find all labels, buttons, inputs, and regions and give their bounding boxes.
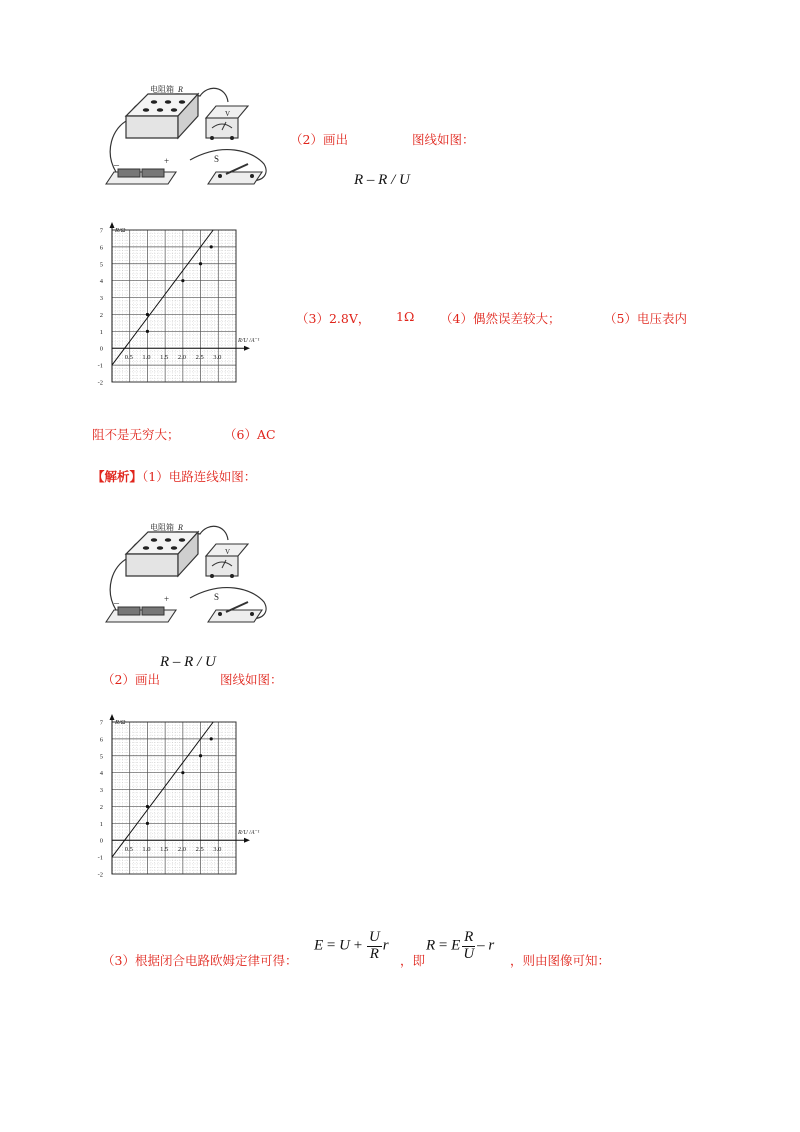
- data-point-1: [146, 822, 149, 825]
- voltmeter-label: V: [225, 548, 231, 556]
- resistance-box-symbol: R: [178, 85, 183, 94]
- resistance-knob-2: [157, 108, 163, 112]
- y-tick-label: 2: [99, 311, 103, 319]
- analysis-part3-text: （3）根据闭合电路欧姆定律可得：: [102, 953, 298, 968]
- x-tick-label: 1.5: [160, 354, 169, 362]
- battery-cell-1: [118, 169, 140, 177]
- switch-terminal-left: [218, 612, 222, 616]
- battery-plus: +: [164, 594, 170, 604]
- resistance-knob-3: [171, 546, 177, 550]
- y-axis-label: R/Ω: [115, 227, 126, 234]
- analysis-header: [92, 467, 256, 485]
- answer-part2-formula: R – R / U: [354, 172, 410, 188]
- x-tick-label: 2.5: [195, 846, 204, 854]
- y-tick-label: -2: [97, 871, 103, 879]
- equation-kirchhoff: [314, 930, 389, 963]
- resistance-box-front: [126, 116, 178, 138]
- y-tick-label: 6: [99, 244, 103, 252]
- switch-label: S: [214, 154, 220, 164]
- analysis-part1: （1）电路连线如图：: [142, 469, 257, 484]
- switch-terminal-right: [250, 612, 254, 616]
- x-tick-label: 3.0: [213, 354, 222, 362]
- switch-label: S: [214, 592, 220, 602]
- voltmeter-terminal-right: [230, 574, 234, 578]
- x-axis-label: R/U /A⁻¹: [238, 830, 260, 837]
- resistance-knob-4: [151, 538, 157, 542]
- eq1-U: U: [339, 937, 350, 954]
- y-tick-label: 5: [99, 753, 103, 761]
- resistance-knob-1: [143, 546, 149, 550]
- answer-part2-suffix: 图线如图：: [412, 132, 475, 147]
- eq1-E: E: [314, 937, 324, 954]
- analysis-part2-formula: R – R / U: [160, 654, 216, 670]
- resistance-box-front: [126, 554, 178, 576]
- y-tick-label: 0: [99, 345, 103, 353]
- switch-terminal-left: [218, 174, 222, 178]
- answer-part5-b: 阻不是无穷大；: [92, 427, 180, 442]
- eq2-fraction: [461, 930, 476, 963]
- resistance-box-label: 电阻箱: [150, 523, 174, 532]
- battery-plus: +: [164, 156, 170, 166]
- circuit-figure-analysis: [102, 518, 272, 630]
- x-tick-label: 3.0: [213, 846, 222, 854]
- x-axis-arrow: [244, 346, 250, 351]
- switch-base: [208, 610, 262, 622]
- resistance-knob-5: [165, 538, 171, 542]
- battery-minus: –: [114, 598, 119, 609]
- data-point-2: [146, 805, 149, 808]
- eq2-equals: =: [438, 937, 448, 954]
- x-axis-arrow: [244, 838, 250, 843]
- switch-terminal-right: [250, 174, 254, 178]
- analysis-part3-join: ，即: [400, 953, 426, 968]
- voltmeter-body: [206, 118, 238, 138]
- analysis-header-label: 【解析】: [92, 469, 143, 484]
- voltmeter-body: [206, 556, 238, 576]
- voltmeter-terminal-left: [210, 574, 214, 578]
- equation-rearranged: [426, 930, 494, 963]
- y-tick-label: -1: [97, 854, 103, 862]
- answer-part4: （4）偶然误差较大；: [440, 311, 561, 326]
- y-tick-label: 2: [99, 803, 103, 811]
- resistance-knob-3: [171, 108, 177, 112]
- x-tick-label: 0.5: [124, 354, 133, 362]
- answer-part3-values: （3）2.8V，: [296, 311, 371, 326]
- circuit-figure-top: [102, 80, 272, 192]
- resistance-knob-1: [143, 108, 149, 112]
- eq2-minus: –: [477, 937, 485, 954]
- x-tick-label: 1.0: [142, 846, 151, 854]
- y-tick-label: 7: [99, 719, 103, 727]
- data-point-3: [181, 279, 184, 282]
- y-axis-label: R/Ω: [115, 719, 126, 726]
- answer-part5-a: （5）电压表内: [604, 311, 687, 326]
- x-tick-label: 2.0: [177, 846, 186, 854]
- y-axis-arrow: [110, 714, 115, 720]
- y-tick-label: 4: [99, 770, 103, 778]
- battery-base: [106, 172, 176, 184]
- x-tick-label: 1.5: [160, 846, 169, 854]
- resistance-box-symbol: R: [178, 523, 183, 532]
- eq2-r: r: [488, 937, 495, 954]
- r-vs-ru-chart-analysis: [88, 714, 263, 886]
- y-tick-label: 6: [99, 736, 103, 744]
- battery-minus: –: [114, 160, 119, 171]
- resistance-knob-2: [157, 546, 163, 550]
- battery-base: [106, 610, 176, 622]
- battery-cell-2: [142, 607, 164, 615]
- y-tick-label: 7: [99, 227, 103, 235]
- eq1-plus: +: [353, 937, 363, 954]
- battery-cell-2: [142, 169, 164, 177]
- y-tick-label: 0: [99, 837, 103, 845]
- eq1-equals: =: [326, 937, 336, 954]
- eq2-denominator: U: [463, 945, 475, 962]
- data-point-4: [199, 754, 202, 757]
- data-point-4: [199, 262, 202, 265]
- answer-part2-prefix: （2）画出: [290, 132, 348, 147]
- y-tick-label: -2: [97, 379, 103, 387]
- resistance-knob-4: [151, 100, 157, 104]
- battery-cell-1: [118, 607, 140, 615]
- y-tick-label: 1: [99, 328, 103, 336]
- y-tick-label: 3: [99, 295, 103, 303]
- y-axis-arrow: [110, 222, 115, 228]
- r-vs-ru-chart-top: [88, 222, 263, 392]
- eq1-numerator: U: [368, 929, 380, 945]
- analysis-part3-end: ，则由图像可知：: [510, 953, 611, 968]
- eq2-R: R: [426, 937, 436, 954]
- resistance-knob-5: [165, 100, 171, 104]
- y-tick-label: -1: [97, 362, 103, 370]
- eq2-numerator: R: [464, 929, 474, 945]
- y-tick-label: 3: [99, 787, 103, 795]
- x-tick-label: 1.0: [142, 354, 151, 362]
- voltmeter-label: V: [225, 110, 231, 118]
- voltmeter-terminal-left: [210, 136, 214, 140]
- data-point-5: [210, 737, 213, 740]
- x-axis-label: R/U /A⁻¹: [238, 338, 260, 345]
- switch-base: [208, 172, 262, 184]
- answer-part6: （6）AC: [224, 427, 276, 442]
- eq1-fraction: [367, 930, 382, 963]
- data-point-3: [181, 771, 184, 774]
- data-point-5: [210, 245, 213, 248]
- x-tick-label: 2.5: [195, 354, 204, 362]
- data-point-1: [146, 330, 149, 333]
- analysis-part2-suffix: 图线如图：: [220, 672, 283, 687]
- resistance-knob-6: [179, 100, 185, 104]
- resistance-knob-6: [179, 538, 185, 542]
- x-tick-label: 2.0: [177, 354, 186, 362]
- resistance-box-label: 电阻箱: [150, 85, 174, 94]
- voltmeter-terminal-right: [230, 136, 234, 140]
- eq1-denominator: R: [369, 945, 379, 962]
- answer-part3-r: 1Ω: [396, 309, 415, 324]
- y-tick-label: 1: [99, 820, 103, 828]
- y-tick-label: 4: [99, 278, 103, 286]
- eq1-r: r: [382, 937, 389, 954]
- eq2-E: E: [451, 937, 461, 954]
- x-tick-label: 0.5: [124, 846, 133, 854]
- y-tick-label: 5: [99, 261, 103, 269]
- analysis-part2-prefix: （2）画出: [102, 672, 160, 687]
- data-point-2: [146, 313, 149, 316]
